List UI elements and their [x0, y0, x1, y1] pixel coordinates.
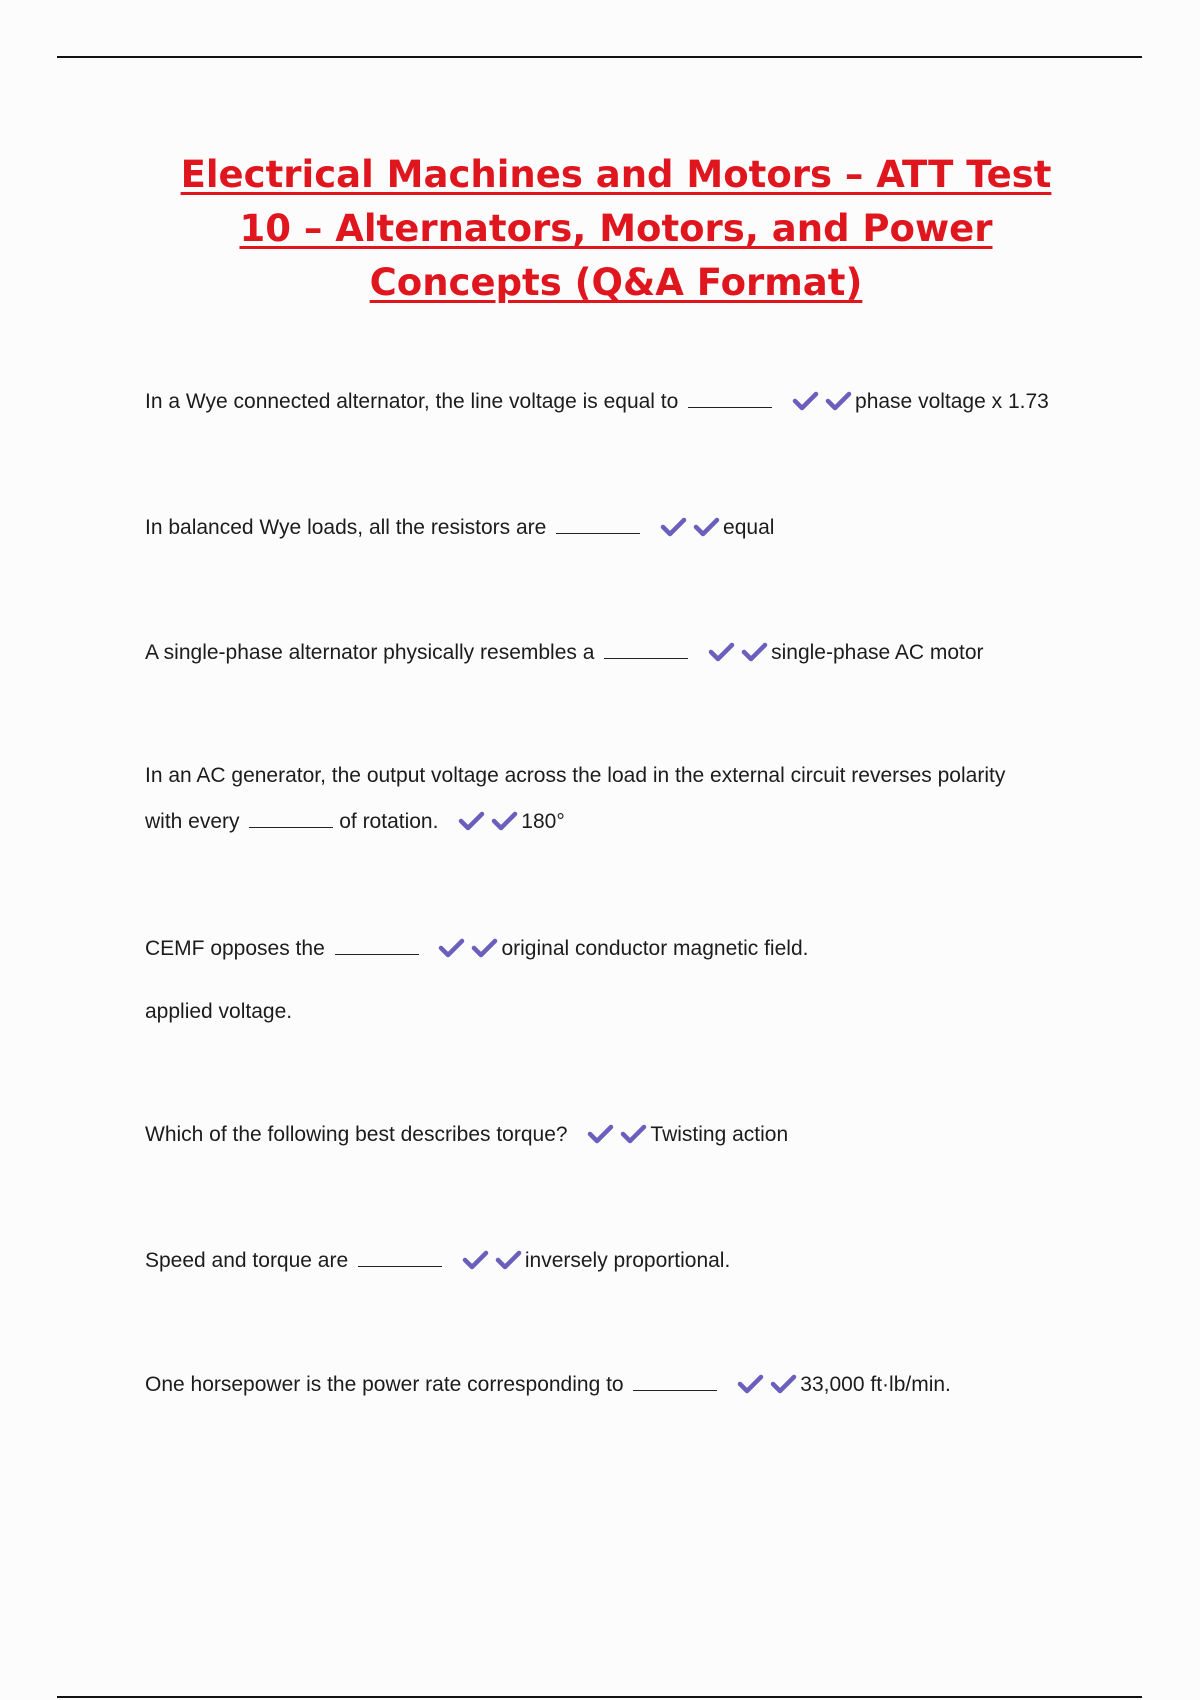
- qa-item: [145, 753, 1095, 848]
- answer-blank: [633, 1389, 717, 1391]
- check-icon: [708, 642, 735, 662]
- check-icon: [462, 1250, 489, 1270]
- answer-text: inversely proportional.: [524, 1249, 731, 1272]
- question-text-cont: with every: [145, 810, 240, 833]
- double-check-icon: [708, 633, 768, 679]
- answer-blank: [556, 532, 640, 534]
- question-text: A single-phase alternator physically resembles a: [145, 641, 595, 664]
- double-check-icon: [587, 1115, 647, 1161]
- qa-item: [145, 926, 1095, 1035]
- answer-text: single-phase AC motor: [771, 641, 984, 664]
- question-text: In an AC generator, the output voltage across the load in the external circuit reverses polarity: [145, 764, 1006, 787]
- qa-item: [145, 505, 1095, 554]
- answer-blank: [688, 406, 772, 408]
- top-rule: [57, 56, 1142, 58]
- answer-blank: [335, 953, 419, 955]
- answer-blank: [604, 657, 688, 659]
- double-check-icon: [462, 1241, 522, 1287]
- check-icon: [825, 391, 852, 411]
- qa-item: [145, 630, 1095, 679]
- answer-text: equal: [723, 516, 775, 539]
- qa-item: [145, 1362, 1095, 1411]
- double-check-icon: [737, 1365, 797, 1411]
- question-text: In balanced Wye loads, all the resistors are: [145, 516, 547, 539]
- check-icon: [660, 517, 687, 537]
- answer-text: 33,000 ft·lb/min.: [800, 1373, 951, 1396]
- check-icon: [792, 391, 819, 411]
- question-text: CEMF opposes the: [145, 937, 325, 960]
- check-icon: [438, 938, 465, 958]
- answer-text: phase voltage x 1.73: [855, 390, 1049, 413]
- check-icon: [495, 1250, 522, 1270]
- double-check-icon: [660, 508, 720, 554]
- qa-item: [145, 379, 1095, 428]
- question-text: Which of the following best describes torque?: [145, 1123, 568, 1146]
- check-icon: [491, 811, 518, 831]
- check-icon: [737, 1374, 764, 1394]
- answer-text: original conductor magnetic field.: [501, 937, 809, 960]
- question-text: In a Wye connected alternator, the line voltage is equal to: [145, 390, 679, 413]
- check-icon: [770, 1374, 797, 1394]
- question-text: One horsepower is the power rate corresponding to: [145, 1373, 624, 1396]
- check-icon: [693, 517, 720, 537]
- double-check-icon: [458, 802, 518, 848]
- bottom-rule: [57, 1696, 1142, 1698]
- question-text: Speed and torque are: [145, 1249, 349, 1272]
- check-icon: [741, 642, 768, 662]
- check-icon: [587, 1124, 614, 1144]
- check-icon: [458, 811, 485, 831]
- double-check-icon: [438, 929, 498, 975]
- check-icon: [620, 1124, 647, 1144]
- answer-extra-text: applied voltage.: [145, 1000, 293, 1023]
- double-check-icon: [792, 382, 852, 428]
- document-title: Electrical Machines and Motors – ATT Test 10 – Alternators, Motors, and Power Concepts (Q&A Format): [180, 153, 1052, 304]
- check-icon: [471, 938, 498, 958]
- answer-blank: [358, 1265, 442, 1267]
- answer-text: Twisting action: [650, 1123, 789, 1146]
- qa-item: [145, 1238, 1095, 1287]
- answer-text: 180°: [521, 810, 565, 833]
- qa-item: [145, 1112, 1095, 1161]
- question-text-after: of rotation.: [339, 810, 439, 833]
- answer-blank: [249, 826, 333, 828]
